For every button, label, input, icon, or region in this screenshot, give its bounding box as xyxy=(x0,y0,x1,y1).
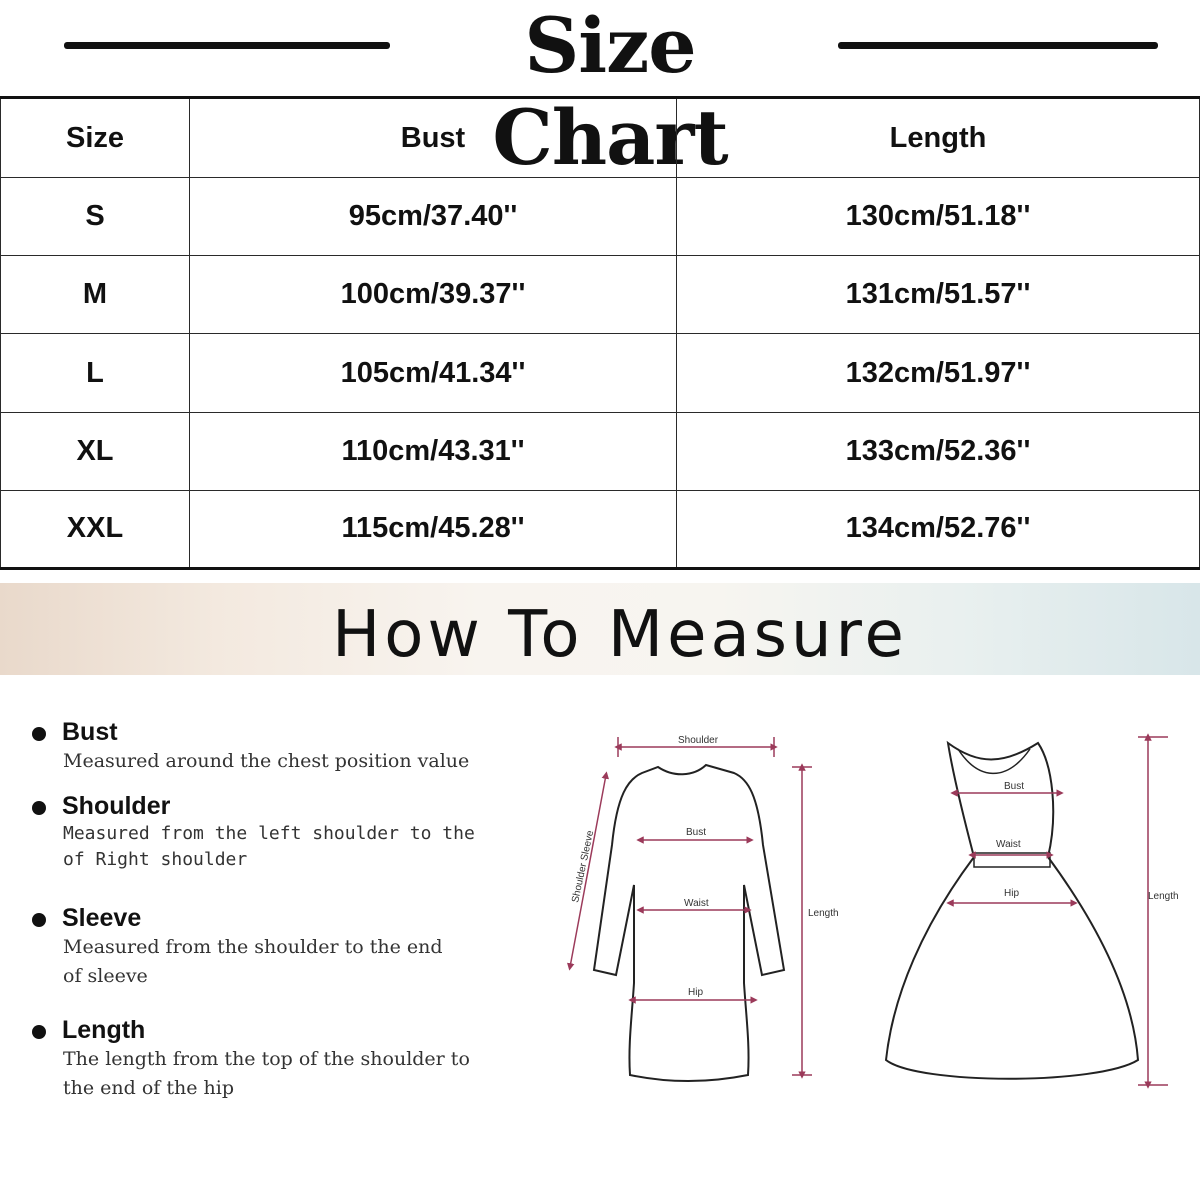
hip-label: Hip xyxy=(688,987,704,998)
sleeveless-dress-illustration xyxy=(878,725,1198,1105)
item-description: The length from the top of the shoulder to xyxy=(63,1048,470,1070)
waist-label: Waist xyxy=(684,898,709,909)
table-row xyxy=(1,334,1200,412)
bust-label: Bust xyxy=(686,827,707,838)
length-label: Length xyxy=(1148,891,1179,902)
cell-size: L xyxy=(1,334,190,412)
cell-length: 132cm/51.97'' xyxy=(677,334,1200,412)
cell-bust: 100cm/39.37'' xyxy=(190,256,677,334)
table-row xyxy=(1,412,1200,490)
table-row xyxy=(1,490,1200,568)
item-label: Length xyxy=(62,1016,146,1044)
table-row xyxy=(1,178,1200,256)
bullet-icon xyxy=(32,1025,46,1039)
bust-label: Bust xyxy=(1004,781,1025,792)
column-header-bust: Bust xyxy=(190,98,677,178)
item-label: Shoulder xyxy=(62,792,171,820)
section-title: How To Measure xyxy=(332,598,908,672)
cell-bust: 105cm/41.34'' xyxy=(190,334,677,412)
long-sleeve-dress-illustration xyxy=(548,725,848,1095)
cell-bust: 95cm/37.40'' xyxy=(190,178,677,256)
cell-size: XL xyxy=(1,412,190,490)
item-description: Measured around the chest position value xyxy=(63,750,470,772)
table-row xyxy=(1,256,1200,334)
waist-label: Waist xyxy=(996,839,1021,850)
item-description: Measured from the shoulder to the end xyxy=(63,936,443,958)
bullet-icon xyxy=(32,801,46,815)
sleeveless-dress-diagram xyxy=(878,725,1198,1105)
list-item xyxy=(32,718,502,776)
cell-bust: 115cm/45.28'' xyxy=(190,490,677,568)
item-label: Sleeve xyxy=(62,904,142,932)
title-rule-right xyxy=(838,42,1158,49)
sleeve-measure-line xyxy=(570,775,606,967)
page-title: Size Chart xyxy=(492,1,728,182)
hip-label: Hip xyxy=(1004,888,1020,899)
cell-size: S xyxy=(1,178,190,256)
long-sleeve-dress-diagram xyxy=(548,725,848,1095)
item-description: Measured from the left shoulder to the xyxy=(63,823,475,844)
cell-bust: 110cm/43.31'' xyxy=(190,412,677,490)
list-item xyxy=(32,1016,502,1103)
dress-outline xyxy=(594,765,784,1081)
column-header-size: Size xyxy=(1,98,190,178)
table-header-row xyxy=(1,98,1200,178)
shoulder-label: Shoulder xyxy=(678,735,719,746)
sleeve-label: Shoulder Sleeve xyxy=(570,829,597,904)
length-label: Length xyxy=(808,908,839,919)
cell-length: 130cm/51.18'' xyxy=(677,178,1200,256)
item-label: Bust xyxy=(62,718,118,746)
item-description: of sleeve xyxy=(63,965,148,987)
cell-length: 131cm/51.57'' xyxy=(677,256,1200,334)
title-rule-left xyxy=(64,42,390,49)
column-header-length: Length xyxy=(677,98,1200,178)
cell-size: XXL xyxy=(1,490,190,568)
cell-size: M xyxy=(1,256,190,334)
how-to-measure-banner xyxy=(0,583,1200,675)
list-item xyxy=(32,792,502,873)
item-description: of Right shoulder xyxy=(63,849,248,870)
size-table xyxy=(0,96,1200,570)
item-description: the end of the hip xyxy=(63,1077,234,1099)
bullet-icon xyxy=(32,727,46,741)
cell-length: 133cm/52.36'' xyxy=(677,412,1200,490)
list-item xyxy=(32,904,502,991)
bullet-icon xyxy=(32,913,46,927)
cell-length: 134cm/52.76'' xyxy=(677,490,1200,568)
